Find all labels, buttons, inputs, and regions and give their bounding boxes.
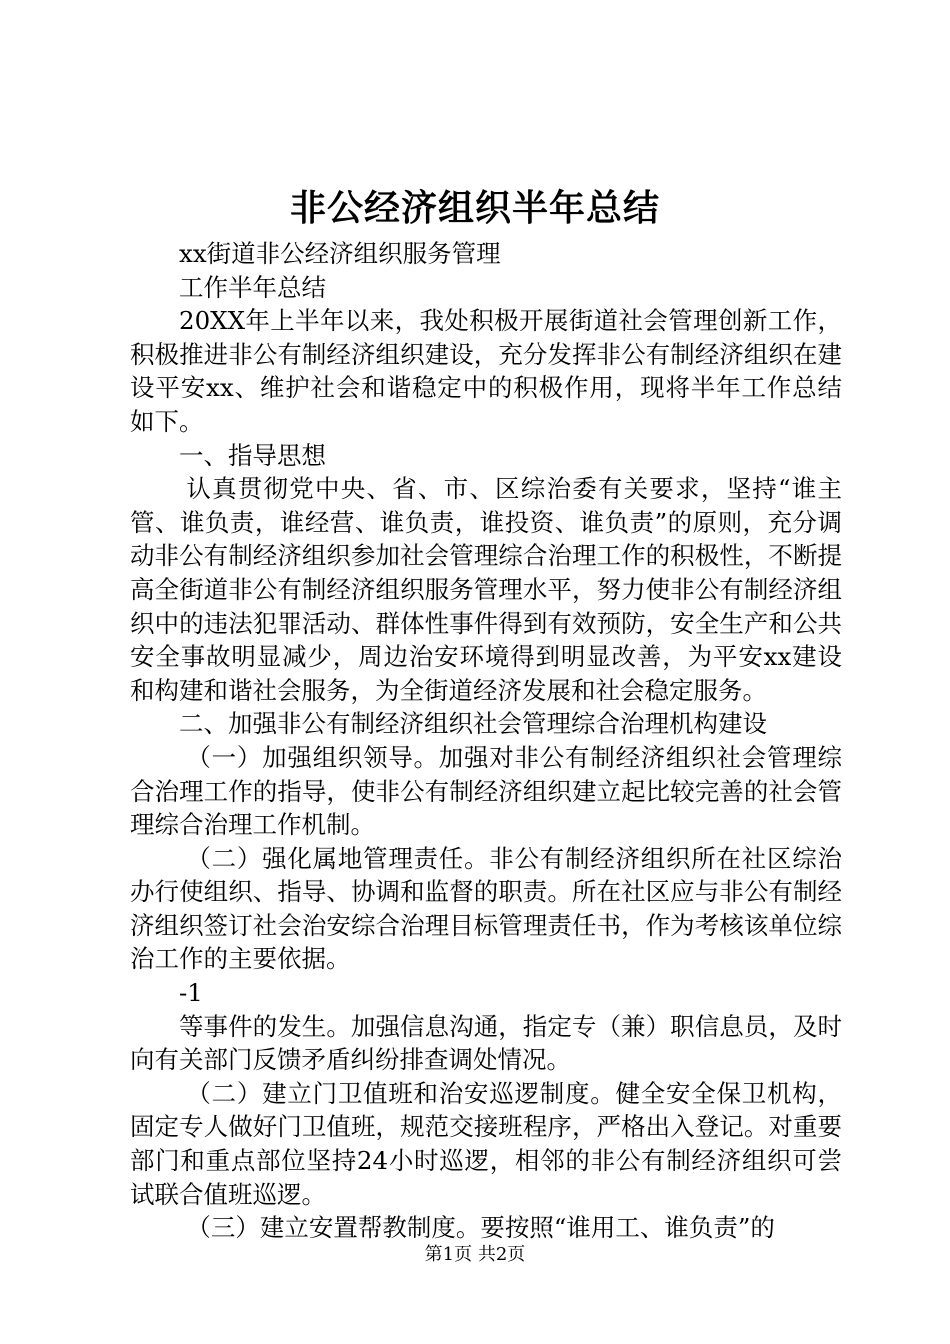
paragraph: （二）建立门卫值班和治安巡逻制度。健全安全保卫机构，固定专人做好门卫值班，规范交接班程序，严格出入登记。对重要部门和重点部位坚持24小时巡逻，相邻的非公有制经济组织可尝试联合值班巡逻。 bbox=[130, 1078, 842, 1209]
paragraph: 工作半年总结 bbox=[179, 272, 326, 302]
paragraph: xx街道非公经济组织服务管理 bbox=[179, 239, 501, 268]
section-heading: 一、指导思想 bbox=[179, 440, 326, 470]
document-body bbox=[130, 237, 842, 1245]
paragraph: 认真贯彻党中央、省、市、区综治委有关要求，坚持“谁主管、谁负责，谁经营、谁负责，谁投资、谁负责”的原则，充分调动非公有制经济组织参加社会管理综合治理工作的积极性，不断提高全街道非公有制经济组织服务管理水平，努力使非公有制经济组织中的违法犯罪活动、群体性事件得到有效预防，安全生产和公共安全事故明显减少，周边治安环境得到明显改善，为平安xx建设和构建和谐社会服务，为全街道经济发展和社会稳定服务。 bbox=[130, 474, 842, 705]
paragraph: 20XX年上半年以来，我处积极开展街道社会管理创新工作，积极推进非公有制经济组织建设，充分发挥非公有制经济组织在建设平安xx、维护社会和谐稳定中的积极作用，现将半年工作总结如下。 bbox=[130, 306, 842, 436]
paragraph: （一）加强组织领导。加强对非公有制经济组织社会管理综合治理工作的指导，使非公有制经济组织建立起比较完善的社会管理综合治理工作机制。 bbox=[130, 742, 842, 840]
section-heading: 二、加强非公有制经济组织社会管理综合治理机构建设 bbox=[179, 709, 767, 739]
page-footer: 第1页 共2页 bbox=[424, 1244, 526, 1265]
paragraph: 等事件的发生。加强信息沟通，指定专（兼）职信息员，及时向有关部门反馈矛盾纠纷排查调处情况。 bbox=[130, 1011, 842, 1075]
page-marker: -1 bbox=[179, 978, 203, 1008]
document-title: 非公经济组织半年总结 bbox=[289, 187, 660, 229]
paragraph: （三）建立安置帮教制度。要按照“谁用工、谁负责”的 bbox=[186, 1213, 775, 1243]
paragraph: （二）强化属地管理责任。非公有制经济组织所在社区综治办行使组织、指导、协调和监督的职责。所在社区应与非公有制经济组织签订社会治安综合治理目标管理责任书，作为考核该单位综治工作的主要依据。 bbox=[130, 843, 842, 974]
